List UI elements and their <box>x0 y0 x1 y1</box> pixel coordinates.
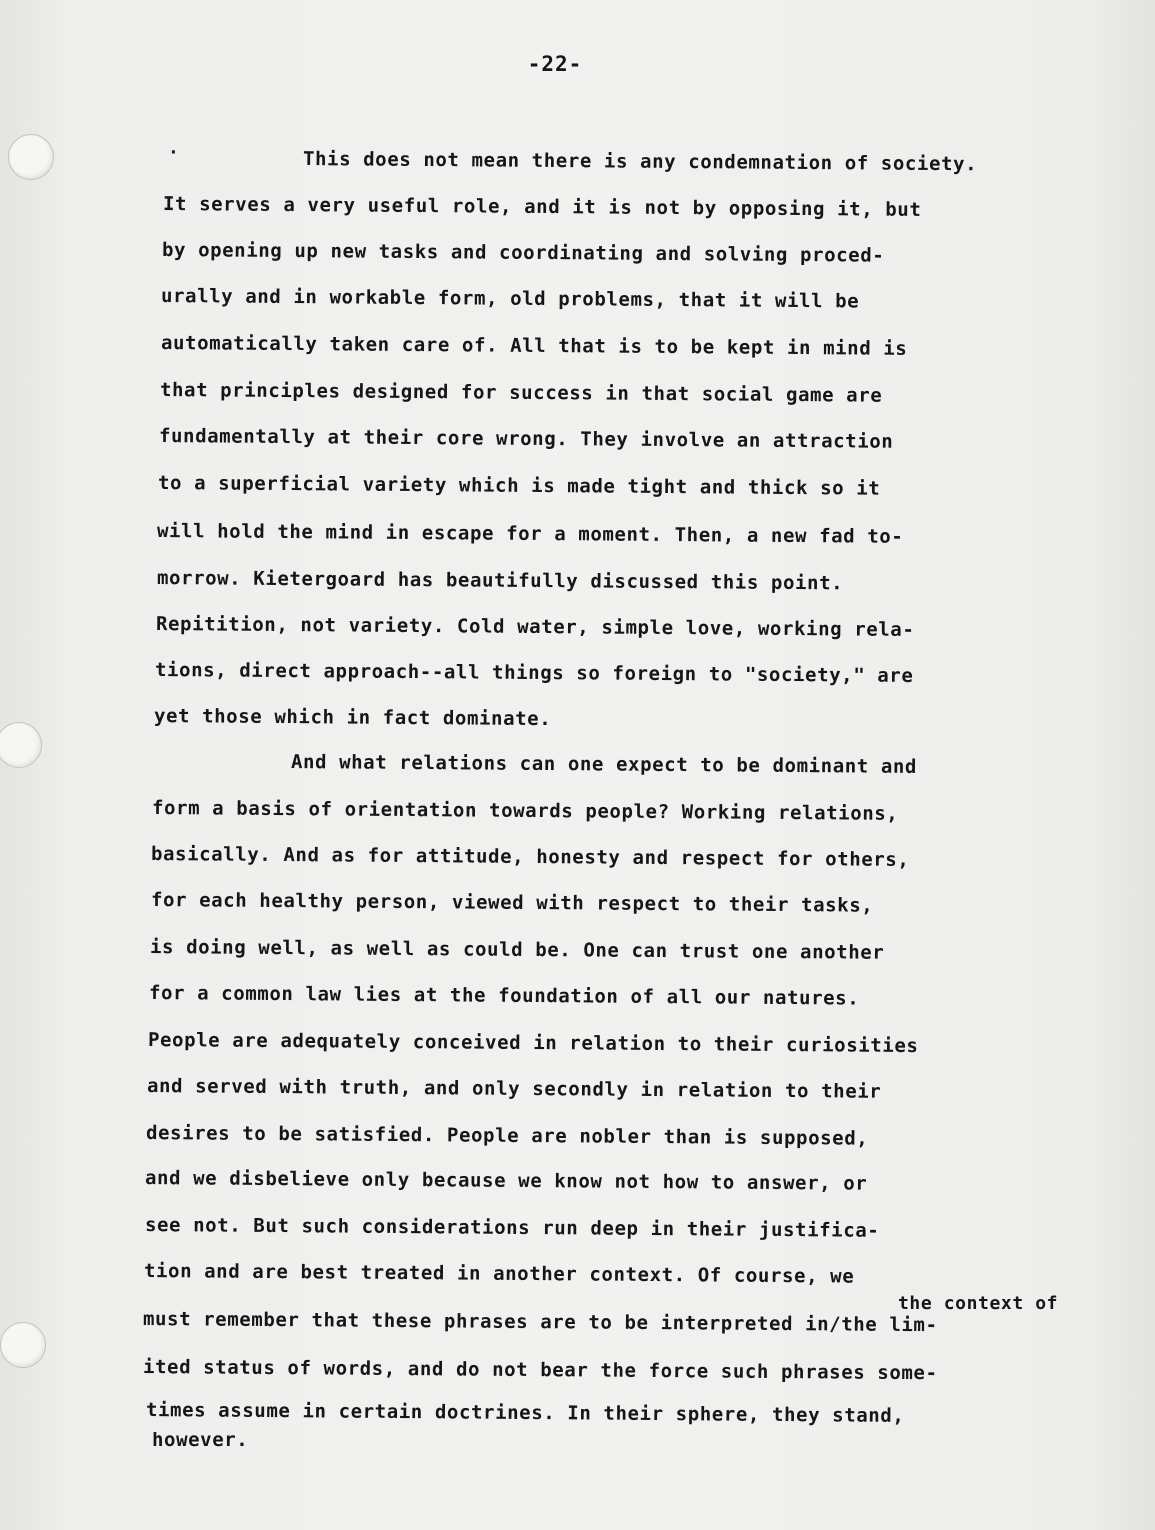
text-line: It serves a very useful role, and it is not by opposing it, but <box>162 193 922 221</box>
text-line: tion and are best treated in another context. Of course, we <box>143 1260 855 1288</box>
text-line: automatically taken care of. All that is to be kept in mind is <box>160 332 908 360</box>
text-line: for each healthy person, viewed with respect to their tasks, <box>150 889 874 917</box>
text-line: yet those which in fact dominate. <box>153 705 552 731</box>
text-line: desires to be satisfied. People are nobler than is supposed, <box>145 1122 869 1150</box>
text-line: for a common law lies at the foundation of all our natures. <box>148 982 860 1010</box>
text-line: to a superficial variety which is made tight and thick so it <box>157 472 881 500</box>
text-line: And what relations can one expect to be dominant and <box>290 751 918 778</box>
text-line: that principles designed for success in that social game are <box>159 379 883 407</box>
punch-hole-bottom <box>0 1322 46 1368</box>
text-line: must remember that these phrases are to be interpreted in/the lim- <box>142 1308 938 1337</box>
text-line: times assume in certain doctrines. In their sphere, they stand, <box>145 1399 905 1427</box>
text-line: form a basis of orientation towards people? Working relations, <box>151 797 899 825</box>
text-line: People are adequately conceived in relation to their curiosities <box>147 1029 919 1058</box>
text-line: is doing well, as well as could be. One can trust one another <box>149 936 885 964</box>
text-line: however. <box>152 1429 249 1451</box>
text-line: see not. But such considerations run deep in their justifica- <box>144 1214 880 1242</box>
text-line: will hold the mind in escape for a moment. Then, a new fad to- <box>156 520 904 548</box>
handwritten-insertion: the context of <box>898 1293 1059 1314</box>
page-number: -22- <box>527 52 583 76</box>
text-line: tions, direct approach--all things so foreign to "society," are <box>154 659 914 687</box>
text-line: morrow. Kietergoard has beautifully discussed this point. <box>156 567 844 595</box>
text-line: This does not mean there is any condemnation of society. <box>302 148 978 176</box>
text-line: basically. And as for attitude, honesty and respect for others, <box>150 843 910 871</box>
text-line: fundamentally at their core wrong. They involve an attraction <box>158 425 894 453</box>
text-line: ited status of words, and do not bear the force such phrases some- <box>142 1356 938 1385</box>
punch-hole-top <box>8 134 54 180</box>
punch-hole-middle <box>0 722 42 768</box>
text-line: and served with truth, and only secondly in relation to their <box>146 1075 882 1103</box>
text-line: by opening up new tasks and coordinating and solving proced- <box>161 239 885 267</box>
text-line: and we disbelieve only because we know not how to answer, or <box>144 1167 868 1195</box>
text-line: Repitition, not variety. Cold water, simple love, working rela- <box>155 613 915 641</box>
margin-mark: · <box>168 142 179 163</box>
text-line: urally and in workable form, old problems, that it will be <box>160 285 860 313</box>
